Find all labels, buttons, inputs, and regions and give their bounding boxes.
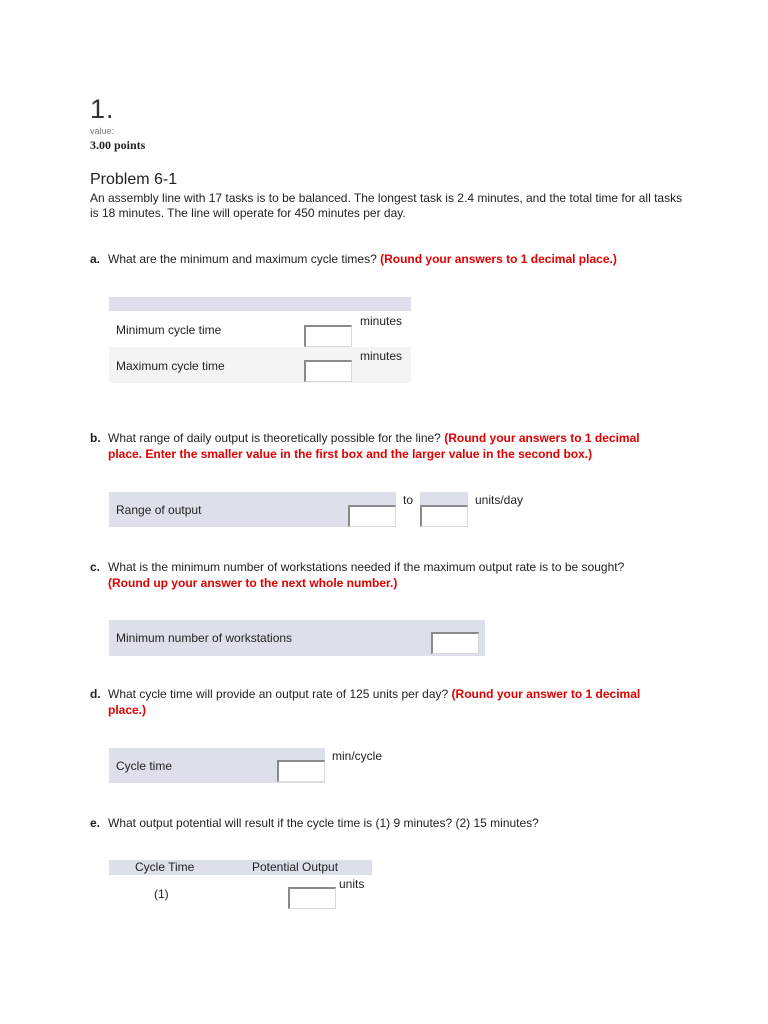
range-output-unit: units/day [475, 493, 524, 507]
part-c-text: What is the minimum number of workstations needed if the maximum output rate is to be sought? [108, 560, 625, 574]
part-d-question [90, 686, 690, 718]
range-output-high-input[interactable] [420, 505, 468, 527]
part-b-question [90, 430, 690, 462]
cycle-row-1-label: (1) [154, 887, 169, 901]
potential-output-1-unit: units [339, 877, 365, 891]
part-e-row-1 [109, 875, 372, 913]
cycle-time-input[interactable] [277, 760, 325, 782]
max-cycle-time-label: Maximum cycle time [116, 359, 225, 373]
problem-intro: An assembly line with 17 tasks is to be balanced. The longest task is 2.4 minutes, and the total time for all tasks is 18 minutes. The line will operate for 450 minutes per day. [90, 191, 683, 220]
min-cycle-time-label: Minimum cycle time [116, 323, 222, 337]
part-b-note-2: place. Enter the smaller value in the first box and the larger value in the second box.) [108, 447, 593, 461]
range-output-label: Range of output [116, 503, 202, 517]
col-cycle-time: Cycle Time [135, 860, 195, 874]
part-e-table-header [109, 860, 372, 875]
min-cycle-time-input[interactable] [304, 325, 352, 347]
cycle-time-label: Cycle time [116, 759, 173, 773]
part-c-question [90, 559, 690, 591]
range-output-low-input[interactable] [348, 505, 396, 527]
part-e-label: e. [90, 816, 101, 830]
part-d-text: What cycle time will provide an output rate of 125 units per day? [108, 687, 449, 701]
question-number: 1. [90, 94, 115, 124]
col-potential-output: Potential Output [252, 860, 339, 874]
part-a-question [90, 251, 690, 267]
part-b-text: What range of daily output is theoretically possible for the line? [108, 431, 441, 445]
part-c-note: (Round up your answer to the next whole number.) [108, 576, 398, 590]
points-value: 3.00 points [90, 138, 146, 152]
part-b-label: b. [90, 431, 101, 445]
part-d-row [109, 748, 391, 783]
potential-output-1-input[interactable] [288, 887, 336, 909]
part-a-table-header [109, 297, 411, 311]
max-cycle-time-unit: minutes [360, 349, 403, 363]
range-to-label: to [403, 493, 414, 507]
part-b-row [109, 492, 533, 527]
min-workstations-label: Minimum number of workstations [116, 631, 293, 645]
min-cycle-time-unit: minutes [360, 314, 403, 328]
cycle-time-unit: min/cycle [332, 749, 383, 763]
part-c-label: c. [90, 560, 101, 574]
part-d-note-2: place.) [108, 703, 147, 717]
part-a-note: (Round your answers to 1 decimal place.) [380, 252, 617, 266]
part-a-row-min [109, 311, 411, 347]
min-workstations-input[interactable] [431, 632, 479, 654]
max-cycle-time-input[interactable] [304, 360, 352, 382]
part-b-note-1: (Round your answers to 1 decimal [444, 431, 640, 445]
part-c-row [109, 620, 485, 656]
problem-title: Problem 6-1 [90, 171, 178, 188]
part-a-label: a. [90, 252, 101, 266]
part-a-text: What are the minimum and maximum cycle times? [108, 252, 377, 266]
part-e-question [90, 815, 690, 831]
value-label: value: [90, 126, 115, 136]
part-a-row-max [109, 347, 411, 383]
part-d-note-1: (Round your answer to 1 decimal [451, 687, 641, 701]
part-d-label: d. [90, 687, 101, 701]
part-e-text: What output potential will result if the cycle time is (1) 9 minutes? (2) 15 minutes? [108, 816, 539, 830]
